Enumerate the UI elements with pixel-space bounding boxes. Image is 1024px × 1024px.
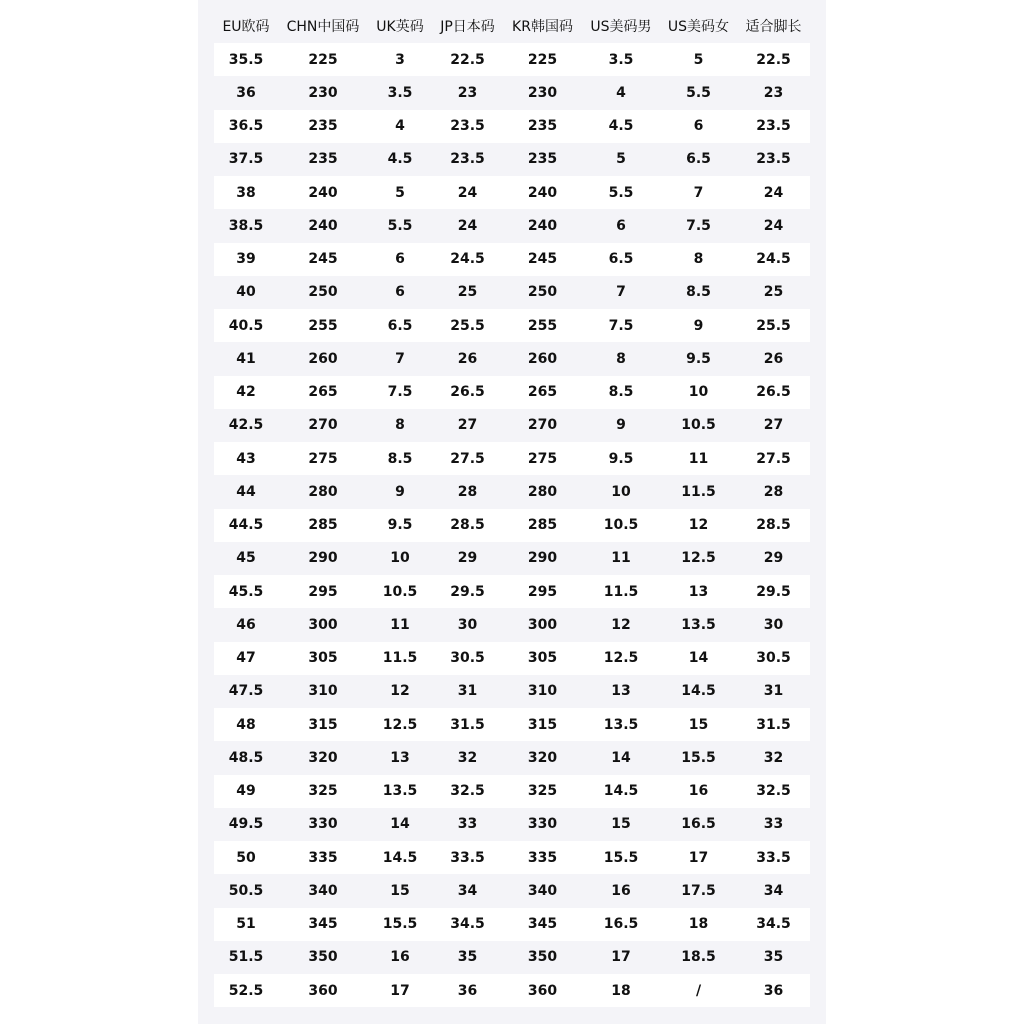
table-row xyxy=(214,808,810,841)
shoe-size-table xyxy=(214,9,810,1007)
cell-us-men: 16.5 xyxy=(603,916,639,933)
cell-chn: 315 xyxy=(308,716,338,733)
cell-eu: 41 xyxy=(236,350,256,367)
cell-uk: 9 xyxy=(395,483,405,500)
cell-kr: 295 xyxy=(527,583,558,600)
cell-chn: 345 xyxy=(308,916,338,933)
cell-uk: 6 xyxy=(395,251,405,268)
cell-chn: 225 xyxy=(308,51,338,68)
table-row xyxy=(214,176,810,209)
cell-foot-length: 26 xyxy=(763,350,784,367)
cell-eu: 45 xyxy=(236,550,256,567)
cell-chn: 340 xyxy=(308,882,338,899)
header-uk: UK英码 xyxy=(376,19,424,35)
cell-us-men: 8.5 xyxy=(608,384,634,401)
table-row xyxy=(214,110,810,143)
cell-jp: 31 xyxy=(457,683,478,700)
table-row xyxy=(214,76,810,109)
table-row xyxy=(214,874,810,907)
cell-kr: 315 xyxy=(527,716,558,733)
cell-kr: 240 xyxy=(527,217,558,234)
cell-jp: 36 xyxy=(457,982,478,999)
cell-jp: 33.5 xyxy=(450,849,485,866)
table-row xyxy=(214,608,810,641)
table-row xyxy=(214,209,810,242)
cell-jp: 33 xyxy=(457,816,478,833)
cell-foot-length: 29 xyxy=(763,550,784,567)
cell-kr: 320 xyxy=(527,749,558,766)
cell-foot-length: 25.5 xyxy=(756,317,791,334)
cell-us-women: 10 xyxy=(688,384,709,401)
cell-us-women: 11.5 xyxy=(681,483,716,500)
cell-us-women: 13.5 xyxy=(681,616,716,633)
cell-chn: 235 xyxy=(308,118,338,135)
cell-foot-length: 30 xyxy=(763,616,784,633)
header-eu: EU欧码 xyxy=(222,19,270,35)
cell-kr: 245 xyxy=(527,251,558,268)
table-row xyxy=(214,775,810,808)
cell-eu: 46 xyxy=(236,616,256,633)
cell-uk: 13 xyxy=(390,749,410,766)
cell-us-men: 4 xyxy=(616,84,626,101)
cell-foot-length: 24.5 xyxy=(756,251,791,268)
header-us-men: US美码男 xyxy=(590,19,652,35)
cell-chn: 350 xyxy=(308,949,338,966)
cell-jp: 26 xyxy=(457,350,478,367)
table-row xyxy=(214,243,810,276)
cell-chn: 240 xyxy=(308,217,338,234)
cell-eu: 50 xyxy=(236,849,256,866)
cell-us-men: 17 xyxy=(611,949,631,966)
table-row xyxy=(214,941,810,974)
cell-foot-length: 23.5 xyxy=(756,118,791,135)
cell-uk: 3.5 xyxy=(387,84,413,101)
cell-us-women: 7 xyxy=(693,184,704,201)
cell-kr: 260 xyxy=(527,350,558,367)
cell-foot-length: 23.5 xyxy=(756,151,791,168)
cell-us-women: 18 xyxy=(688,916,709,933)
table-row xyxy=(214,708,810,741)
cell-jp: 30 xyxy=(457,616,478,633)
cell-jp: 23.5 xyxy=(450,118,485,135)
cell-chn: 330 xyxy=(308,816,338,833)
table-row xyxy=(214,309,810,342)
table-row xyxy=(214,974,810,1007)
cell-uk: 7.5 xyxy=(387,384,413,401)
cell-jp: 32 xyxy=(457,749,478,766)
cell-foot-length: 31.5 xyxy=(756,716,791,733)
cell-foot-length: 23 xyxy=(763,84,784,101)
cell-eu: 52.5 xyxy=(228,982,264,999)
cell-us-men: 16 xyxy=(611,882,631,899)
cell-jp: 23.5 xyxy=(450,151,485,168)
cell-eu: 48 xyxy=(236,716,256,733)
table-row xyxy=(214,509,810,542)
cell-jp: 28 xyxy=(457,483,478,500)
cell-us-men: 13.5 xyxy=(603,716,639,733)
cell-eu: 51.5 xyxy=(228,949,264,966)
cell-us-women: 15 xyxy=(688,716,709,733)
cell-foot-length: 35 xyxy=(763,949,784,966)
cell-chn: 280 xyxy=(308,483,338,500)
cell-foot-length: 27 xyxy=(763,417,784,434)
cell-jp: 32.5 xyxy=(450,783,485,800)
cell-kr: 250 xyxy=(527,284,558,301)
cell-chn: 305 xyxy=(308,650,338,667)
cell-us-men: 6.5 xyxy=(608,251,634,268)
cell-kr: 305 xyxy=(527,650,558,667)
cell-eu: 36.5 xyxy=(228,118,264,135)
cell-uk: 15.5 xyxy=(382,916,418,933)
table-header-row xyxy=(214,9,810,43)
cell-eu: 43 xyxy=(236,450,256,467)
cell-kr: 330 xyxy=(527,816,558,833)
cell-jp: 28.5 xyxy=(450,517,485,534)
cell-us-men: 14 xyxy=(611,749,631,766)
cell-jp: 24.5 xyxy=(450,251,485,268)
cell-jp: 31.5 xyxy=(450,716,485,733)
header-foot-length: 适合脚长 xyxy=(745,19,802,35)
cell-us-women: 12 xyxy=(688,517,709,534)
cell-chn: 285 xyxy=(308,517,338,534)
cell-kr: 240 xyxy=(527,184,558,201)
cell-uk: 16 xyxy=(390,949,410,966)
cell-us-men: 14.5 xyxy=(603,783,639,800)
cell-chn: 335 xyxy=(308,849,338,866)
cell-us-men: 3.5 xyxy=(608,51,634,68)
table-row xyxy=(214,376,810,409)
cell-foot-length: 33.5 xyxy=(756,849,791,866)
cell-uk: 14 xyxy=(390,816,410,833)
cell-us-men: 4.5 xyxy=(608,118,634,135)
cell-chn: 275 xyxy=(308,450,338,467)
table-row xyxy=(214,542,810,575)
cell-us-women: 13 xyxy=(688,583,709,600)
cell-us-men: 9.5 xyxy=(608,450,634,467)
cell-jp: 34.5 xyxy=(450,916,485,933)
cell-us-men: 10.5 xyxy=(603,517,639,534)
cell-foot-length: 33 xyxy=(763,816,784,833)
cell-us-women: 6 xyxy=(693,118,704,135)
cell-us-women: 12.5 xyxy=(681,550,716,567)
cell-uk: 14.5 xyxy=(382,849,418,866)
cell-kr: 285 xyxy=(527,517,558,534)
cell-eu: 42.5 xyxy=(228,417,264,434)
cell-kr: 275 xyxy=(527,450,558,467)
cell-uk: 3 xyxy=(395,51,405,68)
cell-kr: 235 xyxy=(527,151,558,168)
cell-us-men: 9 xyxy=(616,417,626,434)
cell-eu: 44 xyxy=(236,483,256,500)
cell-us-men: 5.5 xyxy=(608,184,634,201)
cell-chn: 320 xyxy=(308,749,338,766)
header-chn: CHN中国码 xyxy=(286,19,360,35)
cell-jp: 22.5 xyxy=(450,51,485,68)
table-row xyxy=(214,276,810,309)
cell-chn: 235 xyxy=(308,151,338,168)
cell-us-women: 9 xyxy=(693,317,704,334)
cell-uk: 17 xyxy=(390,982,410,999)
cell-us-women: 14 xyxy=(688,650,709,667)
cell-us-women: 14.5 xyxy=(681,683,716,700)
cell-foot-length: 28.5 xyxy=(756,517,791,534)
cell-eu: 36 xyxy=(236,84,256,101)
cell-kr: 290 xyxy=(527,550,558,567)
table-row xyxy=(214,575,810,608)
cell-uk: 7 xyxy=(395,350,405,367)
table-row xyxy=(214,342,810,375)
table-body xyxy=(214,43,810,1007)
cell-foot-length: 27.5 xyxy=(756,450,791,467)
cell-chn: 250 xyxy=(308,284,338,301)
cell-eu: 47.5 xyxy=(228,683,264,700)
cell-eu: 51 xyxy=(236,916,256,933)
cell-us-women: 7.5 xyxy=(686,217,711,234)
cell-eu: 45.5 xyxy=(228,583,264,600)
header-kr: KR韩国码 xyxy=(512,19,573,35)
table-row xyxy=(214,442,810,475)
cell-us-women: 11 xyxy=(688,450,709,467)
cell-us-women: 10.5 xyxy=(681,417,716,434)
table-row xyxy=(214,43,810,76)
table-row xyxy=(214,143,810,176)
cell-us-women: 16.5 xyxy=(681,816,716,833)
cell-us-women: 5.5 xyxy=(686,84,711,101)
cell-us-women: 17.5 xyxy=(681,882,716,899)
cell-eu: 50.5 xyxy=(228,882,264,899)
cell-eu: 39 xyxy=(236,251,256,268)
cell-us-men: 11 xyxy=(611,550,631,567)
cell-uk: 15 xyxy=(390,882,410,899)
cell-us-men: 15.5 xyxy=(603,849,639,866)
cell-us-women: 16 xyxy=(688,783,709,800)
cell-uk: 12 xyxy=(390,683,410,700)
cell-kr: 360 xyxy=(527,982,558,999)
cell-us-men: 5 xyxy=(616,151,626,168)
table-row xyxy=(214,642,810,675)
cell-uk: 4 xyxy=(395,118,405,135)
cell-us-women: / xyxy=(695,982,702,999)
cell-uk: 6.5 xyxy=(387,317,413,334)
cell-eu: 49 xyxy=(236,783,256,800)
cell-kr: 325 xyxy=(527,783,558,800)
cell-eu: 35.5 xyxy=(228,51,264,68)
cell-uk: 13.5 xyxy=(382,783,418,800)
cell-foot-length: 34.5 xyxy=(756,916,791,933)
cell-jp: 29 xyxy=(457,550,478,567)
cell-jp: 34 xyxy=(457,882,478,899)
cell-chn: 270 xyxy=(308,417,338,434)
cell-kr: 265 xyxy=(527,384,558,401)
cell-jp: 29.5 xyxy=(450,583,485,600)
cell-us-women: 6.5 xyxy=(686,151,711,168)
cell-kr: 300 xyxy=(527,616,558,633)
cell-kr: 335 xyxy=(527,849,558,866)
cell-uk: 8 xyxy=(395,417,405,434)
cell-us-men: 15 xyxy=(611,816,631,833)
cell-us-women: 8 xyxy=(693,251,704,268)
cell-us-women: 18.5 xyxy=(681,949,716,966)
cell-jp: 24 xyxy=(457,184,478,201)
cell-us-men: 8 xyxy=(616,350,626,367)
cell-foot-length: 36 xyxy=(763,982,784,999)
header-us-women: US美码女 xyxy=(667,19,730,35)
cell-chn: 230 xyxy=(308,84,338,101)
cell-jp: 25.5 xyxy=(450,317,485,334)
cell-eu: 49.5 xyxy=(228,816,264,833)
cell-chn: 255 xyxy=(308,317,338,334)
cell-chn: 295 xyxy=(308,583,338,600)
cell-uk: 5 xyxy=(395,184,405,201)
cell-jp: 26.5 xyxy=(450,384,485,401)
cell-eu: 48.5 xyxy=(228,749,264,766)
cell-jp: 30.5 xyxy=(450,650,485,667)
cell-eu: 38 xyxy=(236,184,256,201)
table-row xyxy=(214,841,810,874)
cell-eu: 44.5 xyxy=(228,517,264,534)
cell-kr: 230 xyxy=(527,84,558,101)
cell-kr: 310 xyxy=(527,683,558,700)
cell-chn: 310 xyxy=(308,683,338,700)
cell-eu: 47 xyxy=(236,650,256,667)
cell-us-men: 7 xyxy=(616,284,626,301)
cell-chn: 300 xyxy=(308,616,338,633)
cell-kr: 345 xyxy=(527,916,558,933)
cell-us-men: 7.5 xyxy=(608,317,634,334)
cell-us-women: 15.5 xyxy=(681,749,716,766)
cell-uk: 11.5 xyxy=(382,650,418,667)
cell-us-men: 6 xyxy=(616,217,626,234)
cell-jp: 27 xyxy=(457,417,478,434)
cell-chn: 245 xyxy=(308,251,338,268)
cell-kr: 225 xyxy=(527,51,558,68)
cell-jp: 24 xyxy=(457,217,478,234)
cell-uk: 5.5 xyxy=(387,217,413,234)
cell-uk: 9.5 xyxy=(387,517,413,534)
cell-us-women: 17 xyxy=(688,849,709,866)
cell-kr: 235 xyxy=(527,118,558,135)
cell-us-men: 11.5 xyxy=(603,583,639,600)
cell-us-women: 8.5 xyxy=(686,284,711,301)
table-row xyxy=(214,409,810,442)
cell-uk: 11 xyxy=(390,616,410,633)
cell-chn: 260 xyxy=(308,350,338,367)
cell-uk: 12.5 xyxy=(382,716,418,733)
cell-us-men: 13 xyxy=(611,683,631,700)
cell-us-men: 10 xyxy=(611,483,631,500)
cell-uk: 8.5 xyxy=(387,450,413,467)
cell-us-women: 9.5 xyxy=(686,350,711,367)
cell-uk: 4.5 xyxy=(387,151,413,168)
cell-chn: 240 xyxy=(308,184,338,201)
cell-foot-length: 29.5 xyxy=(756,583,791,600)
cell-eu: 40 xyxy=(236,284,256,301)
cell-kr: 350 xyxy=(527,949,558,966)
cell-foot-length: 22.5 xyxy=(756,51,791,68)
cell-us-men: 18 xyxy=(611,982,631,999)
table-row xyxy=(214,475,810,508)
cell-chn: 290 xyxy=(308,550,338,567)
cell-us-women: 5 xyxy=(693,51,704,68)
cell-uk: 10 xyxy=(390,550,410,567)
cell-foot-length: 32.5 xyxy=(756,783,791,800)
cell-jp: 35 xyxy=(457,949,478,966)
cell-foot-length: 26.5 xyxy=(756,384,791,401)
cell-jp: 27.5 xyxy=(450,450,485,467)
cell-kr: 270 xyxy=(527,417,558,434)
cell-eu: 37.5 xyxy=(228,151,264,168)
cell-us-men: 12 xyxy=(611,616,631,633)
cell-us-men: 12.5 xyxy=(603,650,639,667)
cell-chn: 265 xyxy=(308,384,338,401)
cell-foot-length: 31 xyxy=(763,683,784,700)
cell-foot-length: 34 xyxy=(763,882,784,899)
cell-eu: 40.5 xyxy=(228,317,264,334)
cell-eu: 42 xyxy=(236,384,256,401)
cell-foot-length: 24 xyxy=(763,217,784,234)
cell-foot-length: 32 xyxy=(763,749,784,766)
table-row xyxy=(214,741,810,774)
cell-foot-length: 30.5 xyxy=(756,650,791,667)
cell-chn: 360 xyxy=(308,982,338,999)
cell-uk: 10.5 xyxy=(382,583,418,600)
cell-foot-length: 28 xyxy=(763,483,784,500)
header-jp: JP日本码 xyxy=(440,19,495,35)
cell-uk: 6 xyxy=(395,284,405,301)
cell-foot-length: 25 xyxy=(763,284,784,301)
cell-chn: 325 xyxy=(308,783,338,800)
table-row xyxy=(214,908,810,941)
cell-kr: 340 xyxy=(527,882,558,899)
cell-eu: 38.5 xyxy=(228,217,264,234)
table-row xyxy=(214,675,810,708)
cell-jp: 25 xyxy=(457,284,478,301)
cell-kr: 280 xyxy=(527,483,558,500)
cell-kr: 255 xyxy=(527,317,558,334)
cell-jp: 23 xyxy=(457,84,478,101)
cell-foot-length: 24 xyxy=(763,184,784,201)
